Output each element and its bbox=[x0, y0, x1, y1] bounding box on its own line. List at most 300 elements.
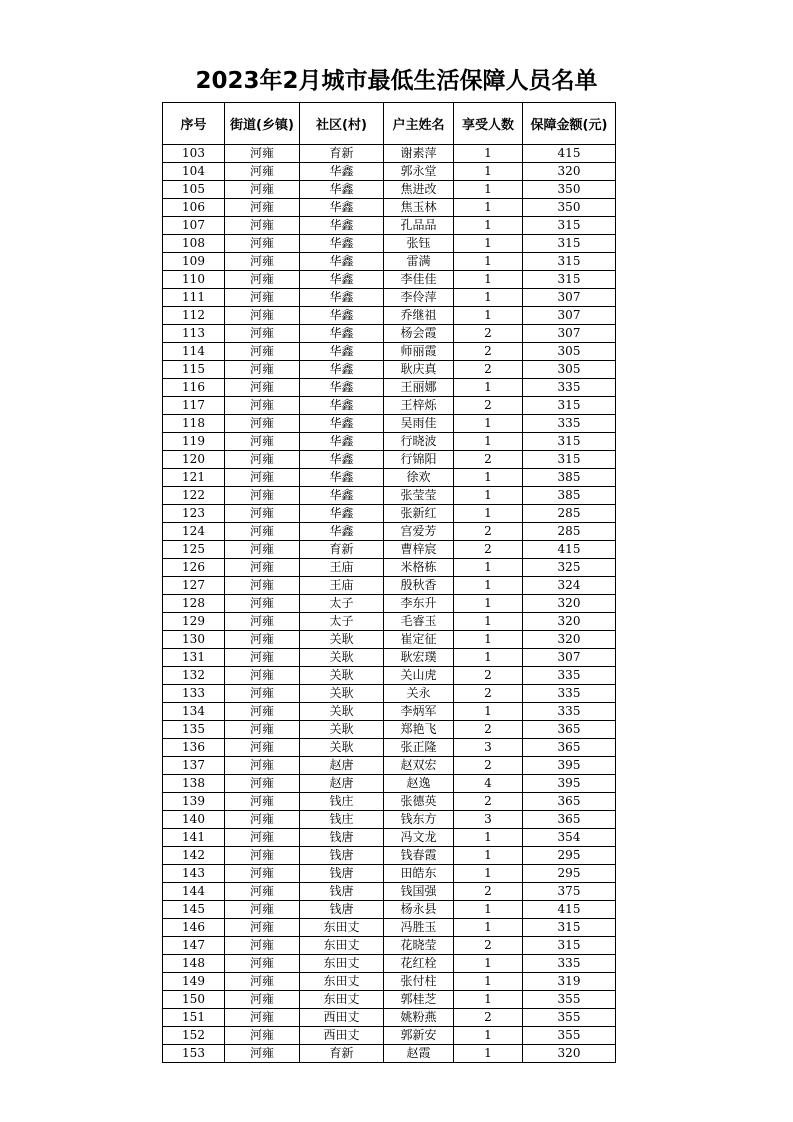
cell-amount: 365 bbox=[523, 811, 616, 829]
cell-amount: 307 bbox=[523, 649, 616, 667]
table-row bbox=[163, 757, 616, 775]
cell-community: 华鑫 bbox=[300, 181, 384, 199]
cell-householder: 花红栓 bbox=[384, 955, 454, 973]
cell-persons: 1 bbox=[454, 919, 523, 937]
cell-amount: 320 bbox=[523, 1045, 616, 1063]
cell-index: 137 bbox=[163, 757, 225, 775]
cell-index: 103 bbox=[163, 145, 225, 163]
cell-householder: 钱国强 bbox=[384, 883, 454, 901]
cell-persons: 1 bbox=[454, 649, 523, 667]
cell-householder: 张钰 bbox=[384, 235, 454, 253]
roster-table bbox=[162, 102, 616, 1063]
cell-amount: 355 bbox=[523, 991, 616, 1009]
cell-persons: 2 bbox=[454, 1009, 523, 1027]
cell-community: 关耿 bbox=[300, 667, 384, 685]
cell-householder: 张正隆 bbox=[384, 739, 454, 757]
cell-index: 142 bbox=[163, 847, 225, 865]
cell-community: 王庙 bbox=[300, 577, 384, 595]
cell-index: 105 bbox=[163, 181, 225, 199]
cell-householder: 花晓莹 bbox=[384, 937, 454, 955]
cell-street: 河雍 bbox=[225, 685, 300, 703]
cell-street: 河雍 bbox=[225, 361, 300, 379]
cell-persons: 2 bbox=[454, 397, 523, 415]
cell-community: 赵唐 bbox=[300, 775, 384, 793]
cell-community: 华鑫 bbox=[300, 469, 384, 487]
table-row bbox=[163, 289, 616, 307]
table-row bbox=[163, 469, 616, 487]
table-row bbox=[163, 595, 616, 613]
cell-amount: 355 bbox=[523, 1009, 616, 1027]
cell-community: 华鑫 bbox=[300, 415, 384, 433]
cell-amount: 315 bbox=[523, 217, 616, 235]
cell-street: 河雍 bbox=[225, 523, 300, 541]
cell-householder: 崔定征 bbox=[384, 631, 454, 649]
header-householder: 户主姓名 bbox=[384, 103, 454, 145]
cell-householder: 耿宏璞 bbox=[384, 649, 454, 667]
cell-householder: 毛睿玉 bbox=[384, 613, 454, 631]
cell-community: 太子 bbox=[300, 613, 384, 631]
cell-persons: 1 bbox=[454, 973, 523, 991]
cell-amount: 365 bbox=[523, 793, 616, 811]
cell-amount: 285 bbox=[523, 505, 616, 523]
cell-street: 河雍 bbox=[225, 631, 300, 649]
cell-persons: 1 bbox=[454, 379, 523, 397]
cell-householder: 殷秋香 bbox=[384, 577, 454, 595]
cell-index: 144 bbox=[163, 883, 225, 901]
cell-persons: 1 bbox=[454, 199, 523, 217]
cell-community: 东田丈 bbox=[300, 919, 384, 937]
cell-index: 104 bbox=[163, 163, 225, 181]
cell-street: 河雍 bbox=[225, 829, 300, 847]
cell-index: 127 bbox=[163, 577, 225, 595]
cell-householder: 李佳佳 bbox=[384, 271, 454, 289]
cell-community: 华鑫 bbox=[300, 235, 384, 253]
cell-index: 114 bbox=[163, 343, 225, 361]
cell-index: 122 bbox=[163, 487, 225, 505]
cell-amount: 320 bbox=[523, 613, 616, 631]
cell-street: 河雍 bbox=[225, 973, 300, 991]
cell-amount: 305 bbox=[523, 343, 616, 361]
cell-amount: 315 bbox=[523, 937, 616, 955]
cell-householder: 李炳军 bbox=[384, 703, 454, 721]
cell-community: 西田丈 bbox=[300, 1009, 384, 1027]
cell-street: 河雍 bbox=[225, 901, 300, 919]
cell-amount: 320 bbox=[523, 163, 616, 181]
cell-amount: 385 bbox=[523, 469, 616, 487]
cell-amount: 415 bbox=[523, 901, 616, 919]
cell-householder: 关山虎 bbox=[384, 667, 454, 685]
cell-index: 150 bbox=[163, 991, 225, 1009]
table-row bbox=[163, 163, 616, 181]
cell-street: 河雍 bbox=[225, 937, 300, 955]
table-row bbox=[163, 523, 616, 541]
cell-index: 147 bbox=[163, 937, 225, 955]
cell-community: 钱唐 bbox=[300, 865, 384, 883]
table-row bbox=[163, 685, 616, 703]
cell-persons: 2 bbox=[454, 541, 523, 559]
cell-persons: 1 bbox=[454, 271, 523, 289]
cell-community: 华鑫 bbox=[300, 523, 384, 541]
cell-householder: 杨会霞 bbox=[384, 325, 454, 343]
table-row bbox=[163, 325, 616, 343]
table-row bbox=[163, 505, 616, 523]
table-row bbox=[163, 253, 616, 271]
cell-community: 钱唐 bbox=[300, 883, 384, 901]
cell-community: 华鑫 bbox=[300, 487, 384, 505]
cell-street: 河雍 bbox=[225, 163, 300, 181]
cell-amount: 395 bbox=[523, 775, 616, 793]
cell-street: 河雍 bbox=[225, 955, 300, 973]
cell-persons: 1 bbox=[454, 307, 523, 325]
header-amount: 保障金额(元) bbox=[523, 103, 616, 145]
cell-community: 华鑫 bbox=[300, 343, 384, 361]
cell-index: 148 bbox=[163, 955, 225, 973]
table-row bbox=[163, 1045, 616, 1063]
cell-community: 华鑫 bbox=[300, 163, 384, 181]
cell-persons: 1 bbox=[454, 955, 523, 973]
cell-amount: 335 bbox=[523, 379, 616, 397]
cell-community: 育新 bbox=[300, 1045, 384, 1063]
cell-community: 关耿 bbox=[300, 703, 384, 721]
cell-householder: 吴雨佳 bbox=[384, 415, 454, 433]
table-body bbox=[163, 145, 616, 1063]
cell-community: 钱唐 bbox=[300, 847, 384, 865]
cell-householder: 王梓烁 bbox=[384, 397, 454, 415]
cell-persons: 2 bbox=[454, 451, 523, 469]
table-row bbox=[163, 955, 616, 973]
cell-amount: 307 bbox=[523, 307, 616, 325]
cell-persons: 1 bbox=[454, 991, 523, 1009]
table-row bbox=[163, 181, 616, 199]
cell-persons: 1 bbox=[454, 847, 523, 865]
cell-persons: 2 bbox=[454, 667, 523, 685]
cell-amount: 335 bbox=[523, 685, 616, 703]
cell-amount: 295 bbox=[523, 847, 616, 865]
cell-householder: 孔品品 bbox=[384, 217, 454, 235]
cell-index: 151 bbox=[163, 1009, 225, 1027]
table-row bbox=[163, 811, 616, 829]
cell-persons: 1 bbox=[454, 559, 523, 577]
table-row bbox=[163, 775, 616, 793]
cell-street: 河雍 bbox=[225, 703, 300, 721]
cell-persons: 1 bbox=[454, 595, 523, 613]
cell-householder: 宫爱芳 bbox=[384, 523, 454, 541]
cell-persons: 1 bbox=[454, 415, 523, 433]
cell-street: 河雍 bbox=[225, 919, 300, 937]
cell-householder: 李东升 bbox=[384, 595, 454, 613]
cell-amount: 415 bbox=[523, 145, 616, 163]
cell-index: 111 bbox=[163, 289, 225, 307]
cell-index: 110 bbox=[163, 271, 225, 289]
cell-householder: 杨永县 bbox=[384, 901, 454, 919]
cell-amount: 315 bbox=[523, 253, 616, 271]
cell-community: 赵唐 bbox=[300, 757, 384, 775]
cell-street: 河雍 bbox=[225, 469, 300, 487]
cell-index: 136 bbox=[163, 739, 225, 757]
cell-persons: 3 bbox=[454, 811, 523, 829]
cell-persons: 1 bbox=[454, 433, 523, 451]
header-street: 街道(乡镇) bbox=[225, 103, 300, 145]
cell-community: 育新 bbox=[300, 541, 384, 559]
cell-community: 华鑫 bbox=[300, 217, 384, 235]
table-row bbox=[163, 973, 616, 991]
cell-community: 华鑫 bbox=[300, 253, 384, 271]
cell-community: 东田丈 bbox=[300, 955, 384, 973]
cell-householder: 郭永堂 bbox=[384, 163, 454, 181]
table-row bbox=[163, 343, 616, 361]
cell-index: 130 bbox=[163, 631, 225, 649]
cell-householder: 关永 bbox=[384, 685, 454, 703]
table-row bbox=[163, 433, 616, 451]
cell-amount: 350 bbox=[523, 181, 616, 199]
table-row bbox=[163, 361, 616, 379]
cell-persons: 1 bbox=[454, 235, 523, 253]
cell-street: 河雍 bbox=[225, 991, 300, 1009]
cell-persons: 1 bbox=[454, 577, 523, 595]
cell-householder: 田皓东 bbox=[384, 865, 454, 883]
cell-street: 河雍 bbox=[225, 739, 300, 757]
cell-amount: 365 bbox=[523, 739, 616, 757]
table-row bbox=[163, 307, 616, 325]
cell-amount: 307 bbox=[523, 289, 616, 307]
cell-index: 120 bbox=[163, 451, 225, 469]
cell-persons: 1 bbox=[454, 901, 523, 919]
cell-street: 河雍 bbox=[225, 199, 300, 217]
cell-street: 河雍 bbox=[225, 1009, 300, 1027]
cell-amount: 324 bbox=[523, 577, 616, 595]
cell-index: 134 bbox=[163, 703, 225, 721]
cell-index: 143 bbox=[163, 865, 225, 883]
cell-index: 124 bbox=[163, 523, 225, 541]
cell-street: 河雍 bbox=[225, 667, 300, 685]
cell-community: 太子 bbox=[300, 595, 384, 613]
cell-community: 钱唐 bbox=[300, 829, 384, 847]
cell-street: 河雍 bbox=[225, 613, 300, 631]
table-row bbox=[163, 541, 616, 559]
cell-amount: 307 bbox=[523, 325, 616, 343]
cell-householder: 姚粉燕 bbox=[384, 1009, 454, 1027]
cell-street: 河雍 bbox=[225, 811, 300, 829]
cell-community: 钱唐 bbox=[300, 901, 384, 919]
cell-community: 华鑫 bbox=[300, 271, 384, 289]
cell-index: 108 bbox=[163, 235, 225, 253]
cell-amount: 395 bbox=[523, 757, 616, 775]
cell-persons: 3 bbox=[454, 739, 523, 757]
cell-community: 华鑫 bbox=[300, 397, 384, 415]
cell-householder: 赵双宏 bbox=[384, 757, 454, 775]
cell-street: 河雍 bbox=[225, 649, 300, 667]
table-row bbox=[163, 559, 616, 577]
cell-amount: 335 bbox=[523, 667, 616, 685]
table-row bbox=[163, 901, 616, 919]
cell-amount: 354 bbox=[523, 829, 616, 847]
cell-community: 关耿 bbox=[300, 685, 384, 703]
cell-community: 东田丈 bbox=[300, 973, 384, 991]
cell-householder: 焦玉林 bbox=[384, 199, 454, 217]
cell-street: 河雍 bbox=[225, 379, 300, 397]
cell-persons: 1 bbox=[454, 163, 523, 181]
cell-street: 河雍 bbox=[225, 559, 300, 577]
cell-community: 华鑫 bbox=[300, 307, 384, 325]
cell-index: 138 bbox=[163, 775, 225, 793]
cell-community: 育新 bbox=[300, 145, 384, 163]
table-row bbox=[163, 145, 616, 163]
cell-householder: 徐欢 bbox=[384, 469, 454, 487]
cell-persons: 2 bbox=[454, 523, 523, 541]
cell-street: 河雍 bbox=[225, 775, 300, 793]
cell-householder: 郭新安 bbox=[384, 1027, 454, 1045]
cell-householder: 焦进改 bbox=[384, 181, 454, 199]
table-row bbox=[163, 829, 616, 847]
cell-index: 128 bbox=[163, 595, 225, 613]
cell-community: 华鑫 bbox=[300, 451, 384, 469]
cell-amount: 385 bbox=[523, 487, 616, 505]
cell-community: 东田丈 bbox=[300, 991, 384, 1009]
cell-householder: 米格栋 bbox=[384, 559, 454, 577]
cell-householder: 钱春霞 bbox=[384, 847, 454, 865]
cell-persons: 1 bbox=[454, 289, 523, 307]
cell-community: 西田丈 bbox=[300, 1027, 384, 1045]
cell-persons: 1 bbox=[454, 487, 523, 505]
cell-index: 126 bbox=[163, 559, 225, 577]
cell-street: 河雍 bbox=[225, 217, 300, 235]
cell-householder: 曹梓宸 bbox=[384, 541, 454, 559]
cell-amount: 355 bbox=[523, 1027, 616, 1045]
cell-persons: 2 bbox=[454, 883, 523, 901]
table-row bbox=[163, 415, 616, 433]
table-row bbox=[163, 235, 616, 253]
cell-index: 129 bbox=[163, 613, 225, 631]
cell-amount: 335 bbox=[523, 955, 616, 973]
table-row bbox=[163, 379, 616, 397]
cell-amount: 315 bbox=[523, 433, 616, 451]
cell-street: 河雍 bbox=[225, 865, 300, 883]
cell-community: 关耿 bbox=[300, 631, 384, 649]
cell-amount: 415 bbox=[523, 541, 616, 559]
cell-householder: 张新红 bbox=[384, 505, 454, 523]
cell-householder: 张德英 bbox=[384, 793, 454, 811]
cell-householder: 赵逸 bbox=[384, 775, 454, 793]
cell-persons: 2 bbox=[454, 757, 523, 775]
cell-index: 118 bbox=[163, 415, 225, 433]
cell-street: 河雍 bbox=[225, 415, 300, 433]
cell-householder: 郭桂芝 bbox=[384, 991, 454, 1009]
table-row bbox=[163, 1009, 616, 1027]
table-row bbox=[163, 847, 616, 865]
cell-index: 123 bbox=[163, 505, 225, 523]
table-row bbox=[163, 721, 616, 739]
cell-street: 河雍 bbox=[225, 181, 300, 199]
cell-householder: 耿庆真 bbox=[384, 361, 454, 379]
cell-amount: 305 bbox=[523, 361, 616, 379]
cell-amount: 315 bbox=[523, 271, 616, 289]
cell-index: 109 bbox=[163, 253, 225, 271]
cell-street: 河雍 bbox=[225, 595, 300, 613]
cell-street: 河雍 bbox=[225, 235, 300, 253]
table-row bbox=[163, 397, 616, 415]
cell-amount: 315 bbox=[523, 397, 616, 415]
header-index: 序号 bbox=[163, 103, 225, 145]
cell-street: 河雍 bbox=[225, 505, 300, 523]
cell-amount: 315 bbox=[523, 451, 616, 469]
cell-street: 河雍 bbox=[225, 757, 300, 775]
cell-index: 106 bbox=[163, 199, 225, 217]
table-row bbox=[163, 703, 616, 721]
cell-index: 139 bbox=[163, 793, 225, 811]
cell-community: 华鑫 bbox=[300, 289, 384, 307]
table-row bbox=[163, 919, 616, 937]
cell-persons: 1 bbox=[454, 253, 523, 271]
cell-index: 121 bbox=[163, 469, 225, 487]
table-header-row bbox=[163, 103, 616, 145]
cell-householder: 王丽娜 bbox=[384, 379, 454, 397]
cell-persons: 2 bbox=[454, 361, 523, 379]
cell-community: 华鑫 bbox=[300, 379, 384, 397]
cell-persons: 2 bbox=[454, 685, 523, 703]
cell-index: 119 bbox=[163, 433, 225, 451]
cell-community: 华鑫 bbox=[300, 361, 384, 379]
cell-persons: 1 bbox=[454, 631, 523, 649]
table-row bbox=[163, 577, 616, 595]
cell-street: 河雍 bbox=[225, 289, 300, 307]
cell-persons: 2 bbox=[454, 721, 523, 739]
cell-amount: 375 bbox=[523, 883, 616, 901]
cell-householder: 行晓波 bbox=[384, 433, 454, 451]
cell-householder: 师丽霞 bbox=[384, 343, 454, 361]
cell-householder: 雷满 bbox=[384, 253, 454, 271]
cell-index: 113 bbox=[163, 325, 225, 343]
table-row bbox=[163, 739, 616, 757]
table-row bbox=[163, 649, 616, 667]
cell-street: 河雍 bbox=[225, 721, 300, 739]
cell-index: 140 bbox=[163, 811, 225, 829]
cell-community: 华鑫 bbox=[300, 199, 384, 217]
cell-street: 河雍 bbox=[225, 1027, 300, 1045]
cell-persons: 1 bbox=[454, 1027, 523, 1045]
cell-street: 河雍 bbox=[225, 847, 300, 865]
cell-householder: 行锦阳 bbox=[384, 451, 454, 469]
table-row bbox=[163, 613, 616, 631]
cell-community: 东田丈 bbox=[300, 937, 384, 955]
cell-persons: 1 bbox=[454, 181, 523, 199]
table-row bbox=[163, 487, 616, 505]
cell-index: 146 bbox=[163, 919, 225, 937]
header-community: 社区(村) bbox=[300, 103, 384, 145]
cell-street: 河雍 bbox=[225, 433, 300, 451]
cell-amount: 295 bbox=[523, 865, 616, 883]
table-row bbox=[163, 937, 616, 955]
cell-index: 132 bbox=[163, 667, 225, 685]
cell-street: 河雍 bbox=[225, 577, 300, 595]
cell-persons: 2 bbox=[454, 937, 523, 955]
cell-householder: 赵霞 bbox=[384, 1045, 454, 1063]
cell-amount: 335 bbox=[523, 703, 616, 721]
cell-persons: 2 bbox=[454, 343, 523, 361]
cell-householder: 冯文龙 bbox=[384, 829, 454, 847]
cell-index: 115 bbox=[163, 361, 225, 379]
cell-index: 112 bbox=[163, 307, 225, 325]
cell-community: 钱庄 bbox=[300, 811, 384, 829]
cell-street: 河雍 bbox=[225, 451, 300, 469]
cell-index: 125 bbox=[163, 541, 225, 559]
cell-street: 河雍 bbox=[225, 883, 300, 901]
table-row bbox=[163, 991, 616, 1009]
cell-index: 131 bbox=[163, 649, 225, 667]
cell-amount: 315 bbox=[523, 235, 616, 253]
cell-community: 华鑫 bbox=[300, 505, 384, 523]
cell-index: 107 bbox=[163, 217, 225, 235]
cell-street: 河雍 bbox=[225, 793, 300, 811]
